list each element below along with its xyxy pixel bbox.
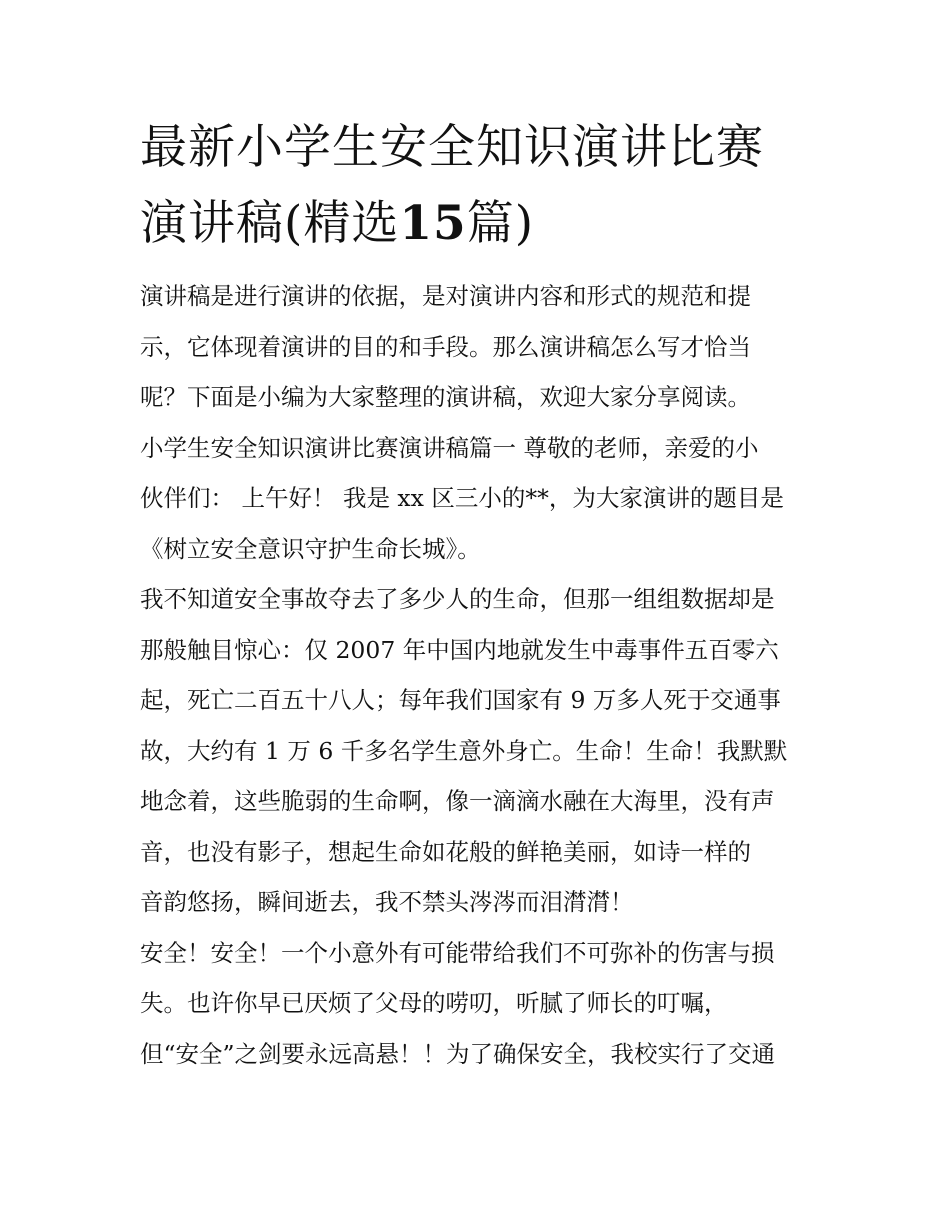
body-line: 呢？下面是小编为大家整理的演讲稿，欢迎大家分享阅读。 (140, 383, 751, 411)
body-line: 音韵悠扬，瞬间逝去，我不禁头涔涔而泪潸潸！ (140, 888, 634, 916)
body-line: 音，也没有影子，想起生命如花般的鲜艳美丽，如诗一样的 (140, 837, 751, 866)
title-line-2-prefix: 演讲稿(精选 (140, 196, 400, 251)
body-line: 但“安全”之剑要永远高悬！！为了确保安全，我校实行了交通 (140, 1039, 776, 1068)
body-line: 那般触目惊心：仅 2007 年中国内地就发生中毒事件五百零六 (140, 635, 779, 664)
body-line: 演讲稿是进行演讲的依据，是对演讲内容和形式的规范和提 (140, 282, 751, 310)
title-number: 15 (399, 196, 467, 251)
body-line: 安全！安全！一个小意外有可能带给我们不可弥补的伤害与损 (140, 938, 775, 967)
body-line: 伙伴们： 上午好！ 我是 xx 区三小的**，为大家演讲的题目是 (140, 484, 784, 512)
title-line-2-suffix: 篇) (466, 196, 535, 251)
body-line: 故，大约有 1 万 6 千多名学生意外身亡。生命！生命！我默默 (140, 736, 788, 765)
body-line: 起，死亡二百五十八人；每年我们国家有 9 万多人死于交通事 (140, 686, 781, 714)
body-line: 我不知道安全事故夺去了多少人的生命，但那一组组数据却是 (140, 585, 775, 613)
title-line-1: 最新小学生安全知识演讲比赛 (140, 120, 764, 175)
body-line: 《树立安全意识守护生命长城》。 (140, 534, 481, 563)
body-line: 失。也许你早已厌烦了父母的唠叨，听腻了师长的叮嘱， (140, 989, 728, 1017)
body-line: 小学生安全知识演讲比赛演讲稿篇一 尊敬的老师，亲爱的小 (140, 433, 759, 462)
document-title (140, 110, 820, 262)
title-line-2 (140, 186, 820, 262)
body-line: 示，它体现着演讲的目的和手段。那么演讲稿怎么写才恰当 (140, 332, 751, 361)
document-body (140, 271, 820, 1079)
body-line: 地念着，这些脆弱的生命啊，像一滴滴水融在大海里，没有声 (140, 787, 775, 815)
document-page (140, 110, 820, 1079)
